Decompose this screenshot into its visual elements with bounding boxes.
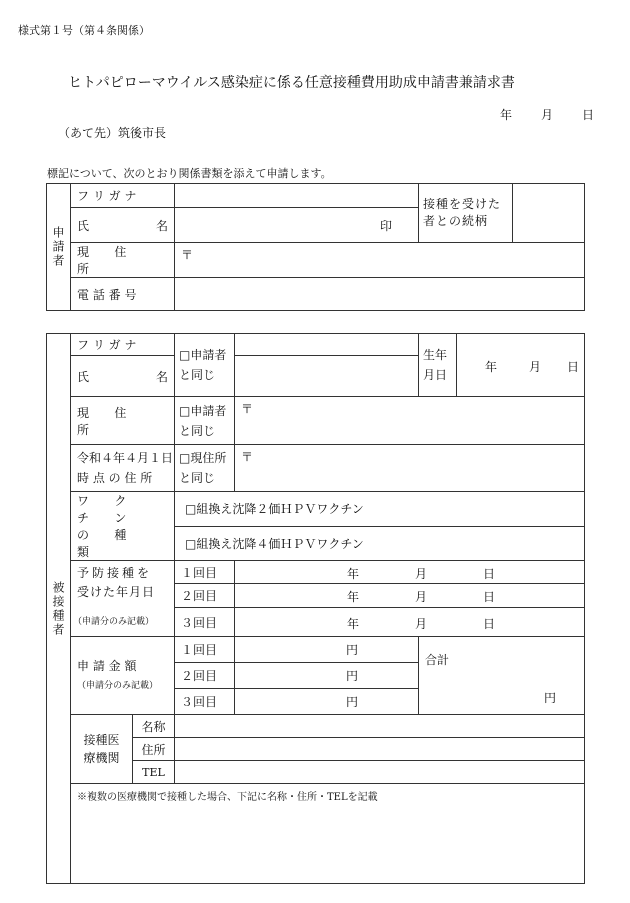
recipient-prior-address-same[interactable]: □現住所 と同じ (175, 445, 235, 492)
recipient-birth-label: 生年 月日 (419, 334, 457, 397)
recipient-address-label: 現 住 所 (71, 397, 175, 445)
applicant-section-label: 申請者 (47, 184, 71, 311)
applicant-address-label: 現 住 所 (71, 243, 175, 278)
date-day: 日 (582, 108, 595, 122)
clinic-label: 接種医 療機関 (71, 715, 133, 784)
applicant-phone-field[interactable] (175, 278, 585, 311)
dose-1-date[interactable]: 年 月 日 (235, 561, 585, 584)
recipient-address-same[interactable]: □申請者 と同じ (175, 397, 235, 445)
recipient-furigana-label: フ リ ガ ナ (71, 334, 175, 356)
page-title: ヒトパピローマウイルス感染症に係る任意接種費用助成申請書兼請求書 (68, 75, 515, 91)
amount-label: 申 請 金 額 （申請分のみ記載） (71, 637, 175, 715)
amount-dose-3-label: ３回目 (175, 689, 235, 715)
clinic-address-field[interactable] (175, 738, 585, 761)
date-year: 年 (500, 108, 513, 122)
recipient-address-field[interactable]: 〒 (235, 397, 585, 445)
addressee: （あて先）筑後市長 (58, 126, 167, 140)
recipient-name-label: 氏 名 (71, 356, 175, 397)
applicant-name-label: 氏 名 (71, 208, 175, 243)
clinic-name-field[interactable] (175, 715, 585, 738)
amount-dose-3-field[interactable]: 円 (235, 689, 419, 715)
vaccine-label-2: の 種 類 (71, 526, 175, 561)
clinic-tel-label: TEL (133, 761, 175, 784)
applicant-furigana-field[interactable] (175, 184, 419, 208)
recipient-same-as-applicant[interactable]: □申請者 と同じ (175, 334, 235, 397)
multi-clinic-note: ※複数の医療機関で接種した場合、下記に名称・住所・TELを記載 (77, 792, 378, 803)
recipient-section-label: 被接種者 (47, 334, 71, 884)
amount-dose-1-label: １回目 (175, 637, 235, 663)
recipient-furigana-field[interactable] (235, 334, 419, 356)
dose-3-date[interactable]: 年 月 日 (235, 608, 585, 637)
dose-1-label: １回目 (175, 561, 235, 584)
applicant-name-field[interactable] (175, 208, 419, 243)
applicant-relation-label: 接種を受けた者との続柄 (419, 184, 513, 243)
clinic-address-label: 住所 (133, 738, 175, 761)
dose-2-label: ２回目 (175, 584, 235, 608)
amount-dose-1-field[interactable]: 円 (235, 637, 419, 663)
applicant-furigana-label: フ リ ガ ナ (71, 184, 175, 208)
amount-dose-2-label: ２回目 (175, 663, 235, 689)
intro-text: 標記について、次のとおり関係書類を添えて申請します。 (47, 167, 332, 180)
clinic-tel-field[interactable] (175, 761, 585, 784)
date-month: 月 (541, 108, 554, 122)
recipient-birth-field[interactable]: 年 月 日 (457, 334, 585, 397)
dose-2-date[interactable]: 年 月 日 (235, 584, 585, 608)
recipient-table (46, 333, 585, 884)
applicant-relation-field[interactable] (513, 184, 585, 243)
dose-3-label: ３回目 (175, 608, 235, 637)
clinic-name-label: 名称 (133, 715, 175, 738)
vaccine-label-1: ワ ク チ ン (71, 492, 175, 527)
recipient-prior-address-field[interactable]: 〒 (235, 445, 585, 492)
applicant-phone-label: 電 話 番 号 (71, 278, 175, 311)
vaccine-option-2valent[interactable]: □組換え沈降２価ＨＰＶワクチン (175, 492, 585, 527)
vaccination-date-label: 予防接種を 受けた年月日 （申請分のみ記載） (71, 561, 175, 637)
recipient-prior-address-label: 令和４年４月１日 時 点 の 住 所 (71, 445, 175, 492)
multi-clinic-note-area[interactable] (71, 784, 585, 884)
applicant-address-field[interactable]: 〒 (175, 243, 585, 278)
recipient-name-field[interactable] (235, 356, 419, 397)
seal-mark: 印 (379, 218, 392, 233)
amount-total[interactable]: 合計 円 (419, 637, 585, 715)
amount-dose-2-field[interactable]: 円 (235, 663, 419, 689)
form-number: 様式第１号（第４条関係） (18, 24, 150, 37)
vaccine-option-4valent[interactable]: □組換え沈降４価ＨＰＶワクチン (175, 526, 585, 561)
applicant-table (46, 183, 585, 311)
